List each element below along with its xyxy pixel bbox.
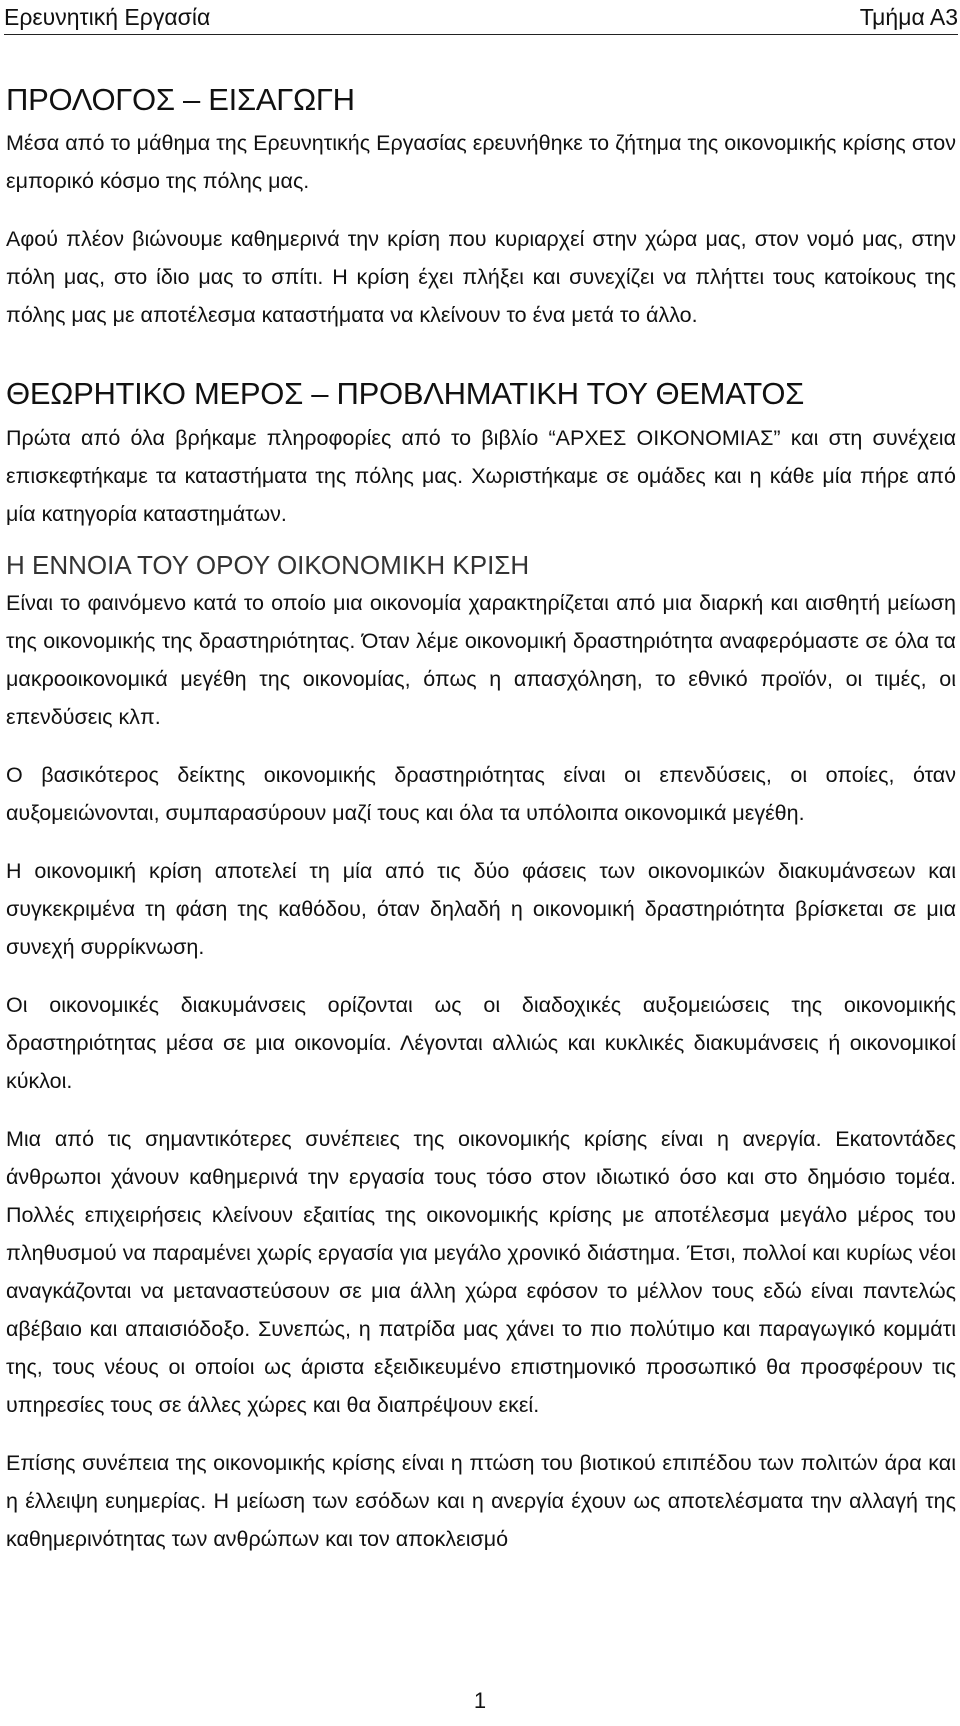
section-heading-prologue: ΠΡΟΛΟΓΟΣ – ΕΙΣΑΓΩΓΗ [6,82,355,117]
paragraph: Επίσης συνέπεια της οικονομικής κρίσης είναι η πτώση του βιοτικού επιπέδου των πολιτών άρα και η έλλειψη ευημερίας. Η μείωση των εσόδων και η ανεργία έχουν ως αποτελέσματα την αλλαγή της καθημερινότητας των ανθρώπων και τον αποκλεισμό [6,1451,956,1552]
paragraph: Είναι το φαινόμενο κατά το οποίο μια οικονομία χαρακτηρίζεται από μια διαρκή και αισθητή μείωση της οικονομικής της δραστηριότητας. Όταν λέμε οικονομική δραστηριότητα αναφερόμαστε σε όλα τα μακροοικονομικά μεγέθη της οικονομίας, όπως η απασχόληση, το εθνικό προϊόν, οι τιμές, οι επενδύσεις κλπ. [6,591,956,730]
document-body [6,80,956,1558]
header-title: Ερευνητική Εργασία [4,3,211,30]
paragraph: Ο βασικότερος δείκτης οικονομικής δραστηριότητας είναι οι επενδύσεις, οι οποίες, όταν αυξομειώνονται, συμπαρασύρουν μαζί τους και όλα τα υπόλοιπα οικονομικά μεγέθη. [6,763,956,826]
paragraph: Μέσα από το μάθημα της Ερευνητικής Εργασίας ερευνήθηκε το ζήτημα της οικονομικής κρίσης στον εμπορικό κόσμο της πόλης μας. [6,131,956,194]
section-heading-theory: ΘΕΩΡΗΤΙΚΟ ΜΕΡΟΣ – ΠΡΟΒΛΗΜΑΤΙΚΗ ΤΟΥ ΘΕΜΑΤΟΣ [6,376,805,412]
page-number: 1 [473,1688,487,1713]
paragraph: Η οικονομική κρίση αποτελεί τη μία από τις δύο φάσεις των οικονομικών διακυμάνσεων και συγκεκριμένα τη φάση της καθόδου, όταν δηλαδή η οικονομική δραστηριότητα βρίσκεται σε μια συνεχή συρρίκνωση. [6,859,956,960]
paragraph: Οι οικονομικές διακυμάνσεις ορίζονται ως οι διαδοχικές αυξομειώσεις της οικονομικής δραστηριότητας μέσα σε μια οικονομία. Λέγονται αλλιώς και κυκλικές διακυμάνσεις ή οικονομικοί κύκλοι. [6,993,956,1094]
paragraph: Αφού πλέον βιώνουμε καθημερινά την κρίση που κυριαρχεί στην χώρα μας, στον νομό μας, στην πόλη μας, στο ίδιο μας το σπίτι. Η κρίση έχει πλήξει και συνεχίζει να πλήττει τους κατοίκους της πόλης μας με αποτέλεσμα καταστήματα να κλείνουν το ένα μετά το άλλο. [6,227,956,328]
page-header [4,0,958,35]
subsection-heading-crisis-definition: Η ΕΝΝΟΙΑ ΤΟΥ ΟΡΟΥ ΟΙΚΟΝΟΜΙΚΗ ΚΡΙΣΗ [6,549,530,580]
paragraph: Πρώτα από όλα βρήκαμε πληροφορίες από το βιβλίο “ΑΡΧΕΣ ΟΙΚΟΝΟΜΙΑΣ” και στη συνέχεια επισκεφτήκαμε τα καταστήματα της πόλης μας. Χωριστήκαμε σε ομάδες και η κάθε μία πήρε από μία κατηγορία καταστημάτων. [6,425,956,526]
paragraph: Μια από τις σημαντικότερες συνέπειες της οικονομικής κρίσης είναι η ανεργία. Εκατοντάδες άνθρωποι χάνουν καθημερινά την εργασία τους τόσο στον ιδιωτικό όσο και στο δημόσιο τομέα. Πολλές επιχειρήσεις κλείνουν εξαιτίας της οικονομικής κρίσης με αποτέλεσμα μεγάλο μέρος του πληθυσμού να παραμένει χωρίς εργασία για μεγάλο χρονικό διάστημα. Έτσι, πολλοί και κυρίως νέοι αναγκάζονται να μεταναστεύσουν σε μια άλλη χώρα εφόσον το μέλλον τους εδώ είναι παντελώς αβέβαιο και απαισιόδοξο. Συνεπώς, η πατρίδα μας χάνει το πιο πολύτιμο και παραγωγικό κομμάτι της, τους νέους οι οποίοι ως άριστα εξειδικευμένο επιστημονικό προσωπικό θα προσφέρουν τις υπηρεσίες τους σε άλλες χώρες και θα διαπρέψουν εκεί. [6,1127,956,1418]
header-class: Τμήμα Α3 [859,3,958,30]
